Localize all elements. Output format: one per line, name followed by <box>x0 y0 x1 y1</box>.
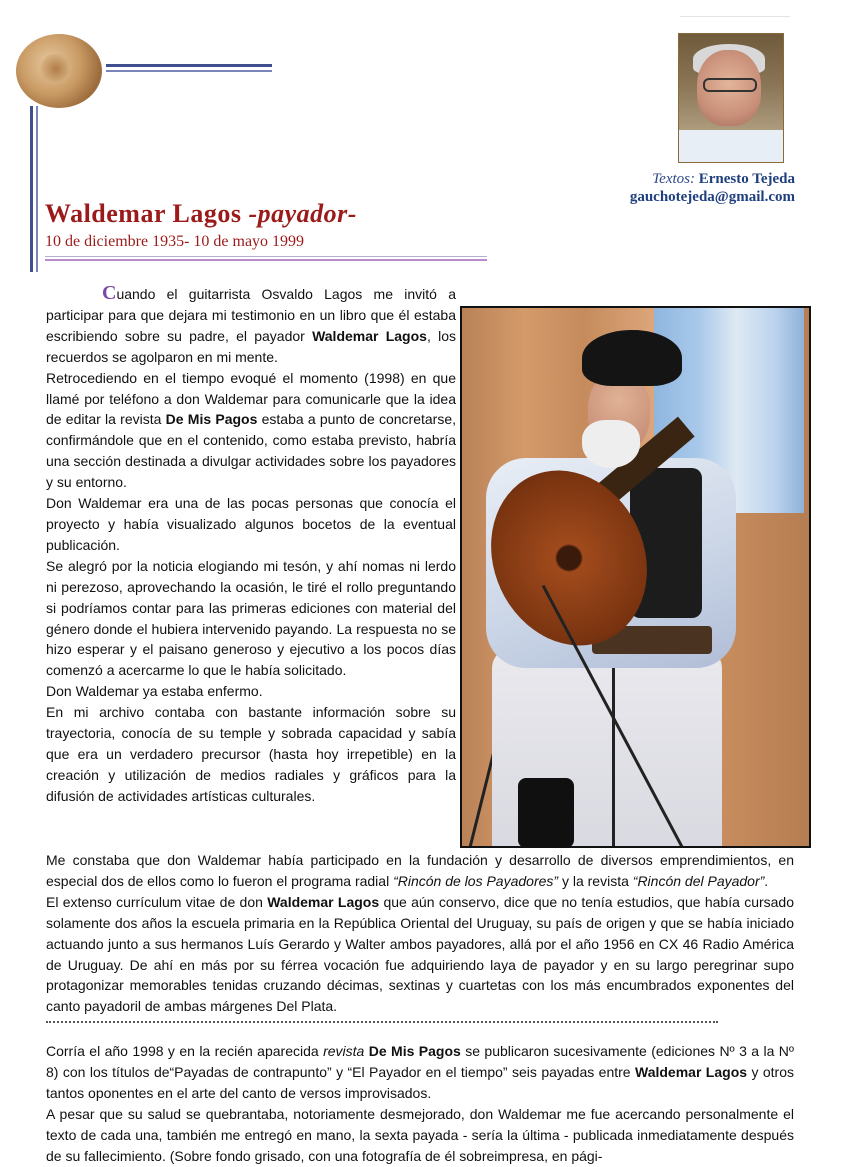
portrait-shirt <box>679 130 783 163</box>
p1-text-a: uando el guitarrista Osvaldo Lagos me invitó a participar para que dejara mi testimonio en un libro que él estaba escribiendo sobre su padre, el payador <box>46 286 456 344</box>
paragraph-5: Don Waldemar ya estaba enfermo. <box>46 683 263 700</box>
payador-photo <box>460 306 811 848</box>
p9-text-a: Corría el año 1998 y en la recién aparecida <box>46 1043 324 1059</box>
left-column <box>46 283 456 807</box>
paragraph-6: En mi archivo contaba con bastante información sobre su trayectoria, conocía de su temple y sobrada capacidad y sabía que era un verdadero precursor (hasta hoy irrepetible) en la creación y utilización de medios radiales y gráficos para la difusión de actividades artísticas culturales. <box>46 704 456 804</box>
paragraph-1 <box>46 283 456 368</box>
p7-text-c: y la revista <box>558 872 633 889</box>
paragraph-7-text <box>46 829 794 850</box>
title-name: Waldemar Lagos <box>45 199 242 228</box>
p7-text-e: . <box>764 872 769 889</box>
header-horizontal-bar <box>106 64 272 67</box>
p2-bold: De Mis Pagos <box>165 411 258 428</box>
full-width-text <box>46 829 794 850</box>
p2-text-a: Retrocediendo en el tiempo evoqué el momento (1998) en que llamé por teléfono a don Waldemar para comunicarle que la idea de editar la revista <box>46 369 456 428</box>
p9-bold-2: Waldemar Lagos <box>635 1063 748 1080</box>
dotted-separator <box>46 1021 718 1023</box>
p9-bold-1: De Mis Pagos <box>368 1043 461 1059</box>
p9-text-g: y otros tantos oponentes en el arte del canto de versos improvisados. <box>46 1063 795 1101</box>
p8-text-c: que aún conservo, dice que no tenía estudios, que había cursado solamente dos años la escuela primaria en la República Oriental del Uruguay, su país de origen y que se había iniciado actuando junto a sus hermanos Luís Gerardo y Walter ambos payadores, allá por el año 1956 en CX 46 Radio América de Uruguay. De ahí en más por su férrea vocación fue adquiriendo laya de payador y en su largo peregrinar supo protagonizar memorables tenidas cruzando décimas, sextinas y cuartetas con los más encumbrados exponentes del canto payadoril de ambas márgenes Del Plata. <box>46 893 794 1015</box>
title-underline <box>45 256 487 257</box>
p9-text-e: se publicaron sucesivamente (ediciones Nº 3 a la Nº 8) con los títulos de“Payadas de contrapunto” y “El Payador en el tiempo” seis payadas entre <box>46 1043 794 1080</box>
p7-italic-1: “Rincón de los Payadores” <box>393 872 559 889</box>
header-horizontal-bar-thin <box>106 70 272 72</box>
article-dates: 10 de diciembre 1935- 10 de mayo 1999 <box>45 233 305 250</box>
author-portrait <box>678 33 784 163</box>
header-vertical-bar-thin <box>36 106 38 272</box>
p7-italic-2: “Rincón del Payador” <box>632 872 765 889</box>
title-role: -payador- <box>248 199 357 228</box>
article-title <box>45 199 357 229</box>
author-credit <box>630 170 795 206</box>
paragraph-7-body <box>46 850 794 892</box>
paragraph-8 <box>46 892 794 1017</box>
drop-cap: C <box>102 282 117 304</box>
photo-beard <box>582 420 640 468</box>
title-underline-accent <box>45 259 487 261</box>
photo-mic-stand-3 <box>612 668 615 848</box>
paragraph-3: Don Waldemar era una de las pocas personas que conocía el proyecto y había visualizado algunos bocetos de la eventual publicación. <box>46 495 456 553</box>
paragraph-9 <box>46 1041 794 1104</box>
p8-text-a: El extenso currículum vitae de don <box>46 893 268 910</box>
p2-text-c: estaba a punto de concretarse, confirmándole que en el contenido, como estaba previsto, habría una sección destinada a divulgar actividades sobre los payadores y su entorno. <box>46 411 456 491</box>
header-vertical-bar <box>30 106 33 272</box>
p7-text-a: Me constaba que don Waldemar había participado en la fundación y desarrollo de diversos emprendimientos, en especial dos de ellos como lo fueron el programa radial <box>46 852 794 889</box>
bottom-text <box>46 850 794 1017</box>
photo-hat <box>582 330 682 386</box>
credit-email[interactable]: gauchotejeda@gmail.com <box>629 189 795 205</box>
paragraph-4: Se alegró por la noticia elogiando mi tesón, y ahí nomas ni lerdo ni perezoso, aprovechando la ocasión, le tiré el rollo preguntando si podríamos contar para las primeras ediciones con material del género donde el hubiera intervenido payando. La respuesta no se hizo esperar y el paisano generoso y ejecutivo a los pocos días comenzó a acercarme lo que le había solicitado. <box>46 557 456 679</box>
paragraph-10: A pesar que su salud se quebrantaba, notoriamente desmejorado, don Waldemar me fue acercando personalmente el texto de cada una, también me entregó en mano, la sexta payada - sería la última - publicada inmediatamente después de su fallecimiento. (Sobre fondo grisado, con una fotografía de él sobreimpresa, en pági- <box>46 1105 794 1164</box>
lower-text <box>46 1041 794 1166</box>
shell-logo-center <box>38 54 74 84</box>
credit-name: Ernesto Tejeda <box>698 171 795 187</box>
credit-label: Textos: <box>652 171 695 187</box>
p9-italic: revista <box>323 1043 365 1059</box>
p1-text-c: , los recuerdos se agolparon en mi mente. <box>46 327 456 365</box>
p1-bold: Waldemar Lagos <box>312 327 427 344</box>
top-divider <box>680 16 790 17</box>
portrait-glasses <box>703 78 757 92</box>
p8-bold: Waldemar Lagos <box>267 893 380 910</box>
paragraph-2 <box>46 368 456 493</box>
